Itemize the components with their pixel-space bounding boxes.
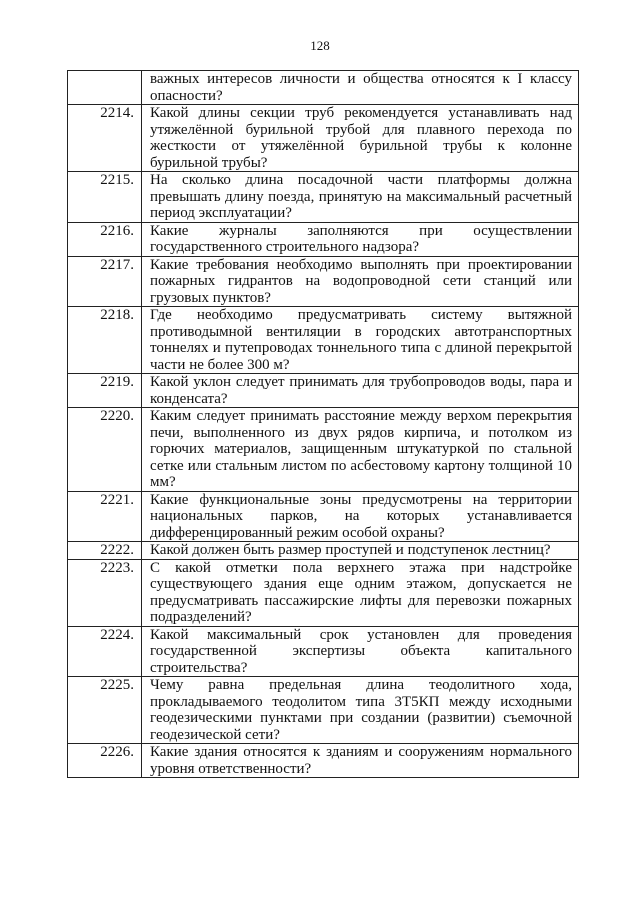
questions-table-body [68,71,579,778]
question-text: Какой максимальный срок установлен для проведения государственной экспертизы объекта капитального строительства? [142,626,579,677]
question-number: 2219. [68,374,142,408]
table-row [68,491,579,542]
question-text: На сколько длина посадочной части платформы должна превышать длину поезда, принятую на максимальный расчетный период эксплуатации? [142,172,579,223]
question-number: 2226. [68,744,142,778]
question-text: С какой отметки пола верхнего этажа при надстройке существующего здания еще одним этажом, допускается не предусматривать пассажирские лифты для перевозки пожарных подразделений? [142,559,579,626]
question-number: 2216. [68,222,142,256]
question-text: Чему равна предельная длина теодолитного хода, прокладываемого теодолитом типа 3Т5КП между исходными геодезическими пунктами при создании (развитии) съемочной геодезической сети? [142,677,579,744]
table-row [68,222,579,256]
table-row [68,256,579,307]
question-number: 2221. [68,491,142,542]
question-text: Какой длины секции труб рекомендуется устанавливать над утяжелённой бурильной трубой для плавного перехода по жесткости от утяжелённой бурильной трубы к колонне бурильной трубы? [142,105,579,172]
table-row [68,542,579,560]
question-text: Какие функциональные зоны предусмотрены на территории национальных парков, на которых устанавливается дифференцированный режим особой охраны? [142,491,579,542]
table-row [68,172,579,223]
question-text: Какие требования необходимо выполнять при проектировании пожарных гидрантов на водопроводной сети станций или грузовых пунктов? [142,256,579,307]
question-text: Каким следует принимать расстояние между верхом перекрытия печи, выполненного из двух рядов кирпича, и потолком из горючих материалов, защищенным штукатуркой по стальной сетке или стальным листом по асбестовому картону толщиной 10 мм? [142,408,579,492]
question-text: Какие журналы заполняются при осуществлении государственного строительного надзора? [142,222,579,256]
table-row [68,626,579,677]
question-number: 2215. [68,172,142,223]
table-row [68,374,579,408]
table-row [68,677,579,744]
question-number: 2222. [68,542,142,560]
questions-table [67,70,579,778]
question-text: Какой должен быть размер проступей и подступенок лестниц? [142,542,579,560]
question-number: 2214. [68,105,142,172]
question-number: 2220. [68,408,142,492]
question-text: Где необходимо предусматривать систему вытяжной противодымной вентиляции в городских автотранспортных тоннелях и путепроводах тоннельного типа с длиной перекрытой части не более 300 м? [142,307,579,374]
question-number: 2223. [68,559,142,626]
question-number: 2225. [68,677,142,744]
question-text: Какой уклон следует принимать для трубопроводов воды, пара и конденсата? [142,374,579,408]
question-number [68,71,142,105]
table-row [68,105,579,172]
table-row [68,307,579,374]
question-text: важных интересов личности и общества относятся к I классу опасности? [142,71,579,105]
table-row [68,71,579,105]
table-row [68,744,579,778]
question-number: 2217. [68,256,142,307]
table-row [68,408,579,492]
question-text: Какие здания относятся к зданиям и сооружениям нормального уровня ответственности? [142,744,579,778]
question-number: 2218. [68,307,142,374]
page-number: 128 [310,38,330,53]
question-number: 2224. [68,626,142,677]
table-row [68,559,579,626]
